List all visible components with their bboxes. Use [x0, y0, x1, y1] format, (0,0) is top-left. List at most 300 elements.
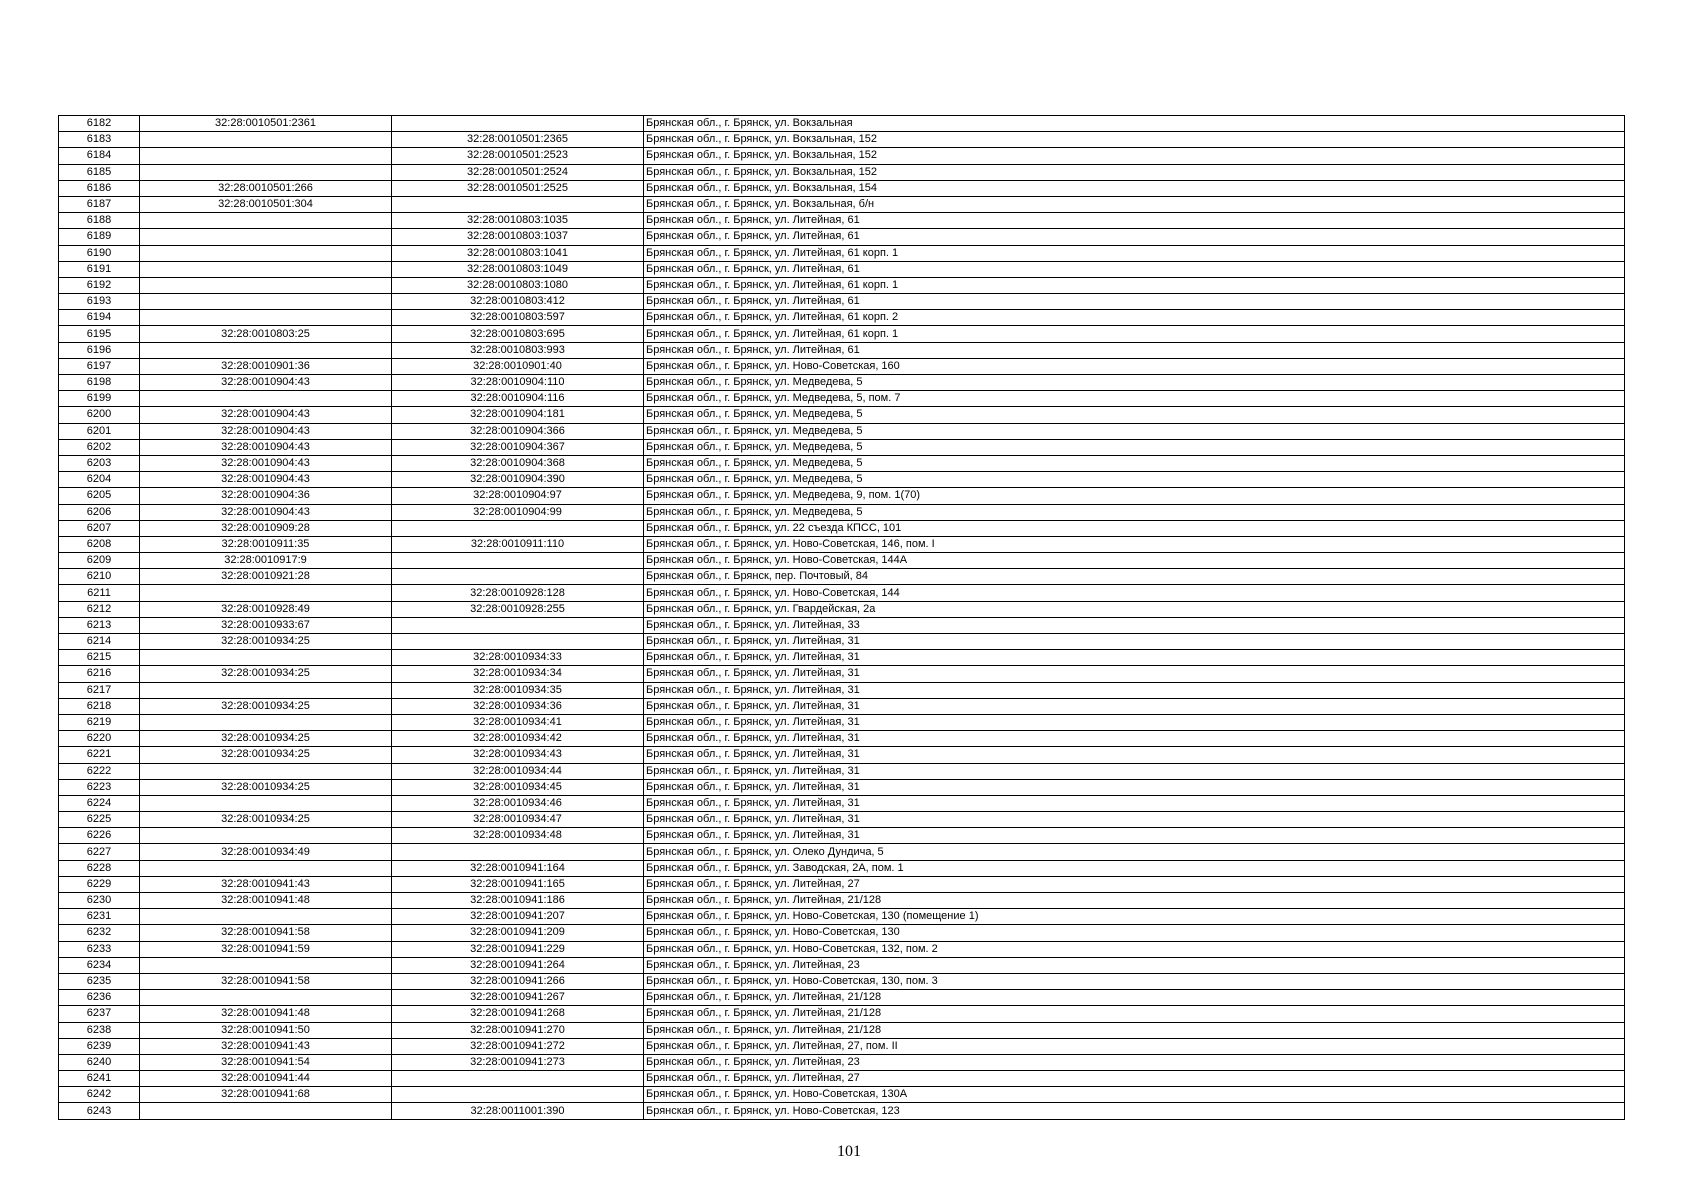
address-cell: Брянская обл., г. Брянск, ул. Медведева, 5 — [644, 455, 1625, 471]
row-number-cell: 6223 — [59, 779, 140, 795]
page-number: 101 — [837, 1143, 861, 1160]
address-cell: Брянская обл., г. Брянск, ул. Ново-Советская, 130 (помещение 1) — [644, 909, 1625, 925]
object-number-cell: 32:28:0010934:41 — [392, 714, 644, 730]
address-cell: Брянская обл., г. Брянск, ул. Ново-Советская, 130, пом. 3 — [644, 973, 1625, 989]
row-number-cell: 6232 — [59, 925, 140, 941]
object-number-cell: 32:28:0010934:45 — [392, 779, 644, 795]
address-cell: Брянская обл., г. Брянск, ул. Медведева, 5 — [644, 407, 1625, 423]
address-cell: Брянская обл., г. Брянск, ул. Литейная, 31 — [644, 714, 1625, 730]
object-number-cell: 32:28:0010901:40 — [392, 358, 644, 374]
table-row — [59, 585, 1625, 601]
object-number-cell: 32:28:0010941:272 — [392, 1038, 644, 1054]
address-cell: Брянская обл., г. Брянск, ул. Литейная, 21/128 — [644, 1022, 1625, 1038]
land-parcel-number-cell — [140, 294, 392, 310]
object-number-cell: 32:28:0010941:273 — [392, 1054, 644, 1070]
register-body — [59, 116, 1625, 1120]
table-row — [59, 277, 1625, 293]
table-row — [59, 682, 1625, 698]
land-parcel-number-cell: 32:28:0010941:58 — [140, 973, 392, 989]
address-cell: Брянская обл., г. Брянск, ул. Литейная, 31 — [644, 698, 1625, 714]
land-parcel-number-cell: 32:28:0010917:9 — [140, 553, 392, 569]
table-row — [59, 893, 1625, 909]
row-number-cell: 6216 — [59, 666, 140, 682]
row-number-cell: 6242 — [59, 1087, 140, 1103]
address-cell: Брянская обл., г. Брянск, ул. Ново-Советская, 160 — [644, 358, 1625, 374]
row-number-cell: 6243 — [59, 1103, 140, 1119]
address-cell: Брянская обл., г. Брянск, ул. Медведева, 5 — [644, 472, 1625, 488]
row-number-cell: 6222 — [59, 763, 140, 779]
land-parcel-number-cell: 32:28:0010941:48 — [140, 893, 392, 909]
address-cell: Брянская обл., г. Брянск, ул. Вокзальная, 152 — [644, 132, 1625, 148]
land-parcel-number-cell: 32:28:0010904:43 — [140, 439, 392, 455]
address-cell: Брянская обл., г. Брянск, ул. Вокзальная, б/н — [644, 196, 1625, 212]
row-number-cell: 6182 — [59, 116, 140, 132]
table-row — [59, 553, 1625, 569]
land-parcel-number-cell: 32:28:0010904:43 — [140, 472, 392, 488]
table-row — [59, 828, 1625, 844]
table-row — [59, 779, 1625, 795]
land-parcel-number-cell: 32:28:0010501:266 — [140, 180, 392, 196]
address-cell: Брянская обл., г. Брянск, ул. Ново-Советская, 130А — [644, 1087, 1625, 1103]
land-parcel-number-cell: 32:28:0010941:43 — [140, 1038, 392, 1054]
table-row — [59, 876, 1625, 892]
land-parcel-number-cell: 32:28:0010941:59 — [140, 941, 392, 957]
table-row — [59, 1087, 1625, 1103]
land-parcel-number-cell: 32:28:0010934:25 — [140, 812, 392, 828]
land-parcel-number-cell: 32:28:0010904:43 — [140, 455, 392, 471]
row-number-cell: 6219 — [59, 714, 140, 730]
address-cell: Брянская обл., г. Брянск, ул. Литейная, 21/128 — [644, 893, 1625, 909]
address-cell: Брянская обл., г. Брянск, ул. Литейная, 31 — [644, 763, 1625, 779]
row-number-cell: 6197 — [59, 358, 140, 374]
row-number-cell: 6204 — [59, 472, 140, 488]
object-number-cell — [392, 634, 644, 650]
land-parcel-number-cell: 32:28:0010901:36 — [140, 358, 392, 374]
table-row — [59, 1071, 1625, 1087]
land-parcel-number-cell: 32:28:0010941:50 — [140, 1022, 392, 1038]
object-number-cell: 32:28:0010934:42 — [392, 731, 644, 747]
land-parcel-number-cell: 32:28:0010934:25 — [140, 731, 392, 747]
object-number-cell: 32:28:0010934:44 — [392, 763, 644, 779]
address-cell: Брянская обл., г. Брянск, ул. Литейная, 33 — [644, 617, 1625, 633]
address-cell: Брянская обл., г. Брянск, ул. Ново-Советская, 144А — [644, 553, 1625, 569]
address-cell: Брянская обл., г. Брянск, ул. Литейная, 61 корп. 1 — [644, 245, 1625, 261]
table-row — [59, 698, 1625, 714]
row-number-cell: 6221 — [59, 747, 140, 763]
address-cell: Брянская обл., г. Брянск, ул. Литейная, 27 — [644, 1071, 1625, 1087]
address-cell: Брянская обл., г. Брянск, ул. Гвардейская, 2а — [644, 601, 1625, 617]
land-parcel-number-cell: 32:28:0010904:43 — [140, 375, 392, 391]
table-row — [59, 925, 1625, 941]
object-number-cell: 32:28:0010803:1049 — [392, 261, 644, 277]
land-parcel-number-cell — [140, 795, 392, 811]
land-parcel-number-cell — [140, 763, 392, 779]
object-number-cell: 32:28:0010803:695 — [392, 326, 644, 342]
table-row — [59, 326, 1625, 342]
table-row — [59, 1006, 1625, 1022]
land-parcel-number-cell — [140, 213, 392, 229]
row-number-cell: 6227 — [59, 844, 140, 860]
row-number-cell: 6237 — [59, 1006, 140, 1022]
object-number-cell: 32:28:0010904:390 — [392, 472, 644, 488]
table-row — [59, 245, 1625, 261]
land-parcel-number-cell: 32:28:0010934:49 — [140, 844, 392, 860]
address-cell: Брянская обл., г. Брянск, ул. Литейная, 31 — [644, 731, 1625, 747]
object-number-cell: 32:28:0010904:110 — [392, 375, 644, 391]
address-cell: Брянская обл., г. Брянск, ул. Ново-Советская, 146, пом. I — [644, 536, 1625, 552]
object-number-cell — [392, 617, 644, 633]
object-number-cell: 32:28:0010928:255 — [392, 601, 644, 617]
land-parcel-number-cell — [140, 682, 392, 698]
row-number-cell: 6213 — [59, 617, 140, 633]
land-parcel-number-cell — [140, 148, 392, 164]
address-cell: Брянская обл., г. Брянск, ул. Литейная, 27, пом. II — [644, 1038, 1625, 1054]
address-cell: Брянская обл., г. Брянск, ул. Ново-Советская, 130 — [644, 925, 1625, 941]
row-number-cell: 6190 — [59, 245, 140, 261]
row-number-cell: 6187 — [59, 196, 140, 212]
address-cell: Брянская обл., г. Брянск, ул. Ново-Советская, 132, пом. 2 — [644, 941, 1625, 957]
land-parcel-number-cell — [140, 650, 392, 666]
address-cell: Брянская обл., г. Брянск, ул. Литейная, 61 — [644, 213, 1625, 229]
row-number-cell: 6234 — [59, 957, 140, 973]
table-row — [59, 148, 1625, 164]
table-row — [59, 132, 1625, 148]
address-cell: Брянская обл., г. Брянск, ул. Литейная, 31 — [644, 747, 1625, 763]
address-cell: Брянская обл., г. Брянск, ул. Литейная, 61 корп. 1 — [644, 277, 1625, 293]
land-parcel-number-cell: 32:28:0010501:2361 — [140, 116, 392, 132]
object-number-cell: 32:28:0010941:186 — [392, 893, 644, 909]
object-number-cell: 32:28:0010934:48 — [392, 828, 644, 844]
row-number-cell: 6220 — [59, 731, 140, 747]
address-cell: Брянская обл., г. Брянск, ул. Литейная, 27 — [644, 876, 1625, 892]
row-number-cell: 6191 — [59, 261, 140, 277]
table-row — [59, 601, 1625, 617]
object-number-cell: 32:28:0010941:264 — [392, 957, 644, 973]
address-cell: Брянская обл., г. Брянск, ул. Литейная, 31 — [644, 682, 1625, 698]
row-number-cell: 6217 — [59, 682, 140, 698]
land-parcel-number-cell — [140, 245, 392, 261]
land-parcel-number-cell: 32:28:0010941:58 — [140, 925, 392, 941]
row-number-cell: 6189 — [59, 229, 140, 245]
address-cell: Брянская обл., г. Брянск, ул. Литейная, 31 — [644, 779, 1625, 795]
object-number-cell: 32:28:0010904:97 — [392, 488, 644, 504]
table-row — [59, 504, 1625, 520]
object-number-cell: 32:28:0010904:99 — [392, 504, 644, 520]
land-parcel-number-cell: 32:28:0010904:43 — [140, 504, 392, 520]
land-parcel-number-cell: 32:28:0010911:35 — [140, 536, 392, 552]
row-number-cell: 6215 — [59, 650, 140, 666]
table-row — [59, 1054, 1625, 1070]
land-parcel-number-cell: 32:28:0010904:43 — [140, 407, 392, 423]
object-number-cell: 32:28:0010904:181 — [392, 407, 644, 423]
address-cell: Брянская обл., г. Брянск, ул. Вокзальная, 152 — [644, 164, 1625, 180]
object-number-cell: 32:28:0010934:46 — [392, 795, 644, 811]
row-number-cell: 6199 — [59, 391, 140, 407]
object-number-cell: 32:28:0010911:110 — [392, 536, 644, 552]
address-cell: Брянская обл., г. Брянск, ул. Медведева, 5 — [644, 375, 1625, 391]
address-cell: Брянская обл., г. Брянск, ул. Ново-Советская, 144 — [644, 585, 1625, 601]
row-number-cell: 6238 — [59, 1022, 140, 1038]
object-number-cell: 32:28:0010501:2525 — [392, 180, 644, 196]
land-parcel-number-cell — [140, 714, 392, 730]
object-number-cell: 32:28:0010934:34 — [392, 666, 644, 682]
land-parcel-number-cell — [140, 132, 392, 148]
object-number-cell: 32:28:0010941:229 — [392, 941, 644, 957]
table-row — [59, 375, 1625, 391]
land-parcel-number-cell: 32:28:0010803:25 — [140, 326, 392, 342]
land-parcel-number-cell — [140, 828, 392, 844]
land-parcel-number-cell — [140, 909, 392, 925]
table-row — [59, 294, 1625, 310]
address-cell: Брянская обл., г. Брянск, ул. Литейная, 61 — [644, 229, 1625, 245]
table-row — [59, 310, 1625, 326]
table-row — [59, 747, 1625, 763]
address-cell: Брянская обл., г. Брянск, ул. Литейная, 21/128 — [644, 1006, 1625, 1022]
row-number-cell: 6183 — [59, 132, 140, 148]
address-cell: Брянская обл., г. Брянск, ул. Литейная, 61 — [644, 261, 1625, 277]
land-parcel-number-cell — [140, 1103, 392, 1119]
land-parcel-number-cell: 32:28:0010941:54 — [140, 1054, 392, 1070]
object-number-cell: 32:28:0010803:1035 — [392, 213, 644, 229]
address-cell: Брянская обл., г. Брянск, ул. Литейная, 61 — [644, 342, 1625, 358]
object-number-cell: 32:28:0010501:2524 — [392, 164, 644, 180]
table-row — [59, 812, 1625, 828]
object-number-cell: 32:28:0010941:270 — [392, 1022, 644, 1038]
row-number-cell: 6209 — [59, 553, 140, 569]
row-number-cell: 6195 — [59, 326, 140, 342]
row-number-cell: 6193 — [59, 294, 140, 310]
table-row — [59, 860, 1625, 876]
address-cell: Брянская обл., г. Брянск, ул. Литейная, 31 — [644, 812, 1625, 828]
land-parcel-number-cell: 32:28:0010941:43 — [140, 876, 392, 892]
address-cell: Брянская обл., г. Брянск, ул. Медведева, 5 — [644, 423, 1625, 439]
land-parcel-number-cell: 32:28:0010934:25 — [140, 634, 392, 650]
object-number-cell: 32:28:0010934:33 — [392, 650, 644, 666]
table-row — [59, 973, 1625, 989]
address-cell: Брянская обл., г. Брянск, ул. Медведева, 9, пом. 1(70) — [644, 488, 1625, 504]
address-cell: Брянская обл., г. Брянск, ул. Литейная, 31 — [644, 650, 1625, 666]
object-number-cell — [392, 196, 644, 212]
object-number-cell — [392, 844, 644, 860]
land-parcel-number-cell: 32:28:0010928:49 — [140, 601, 392, 617]
address-cell: Брянская обл., г. Брянск, ул. Олеко Дундича, 5 — [644, 844, 1625, 860]
row-number-cell: 6202 — [59, 439, 140, 455]
land-parcel-number-cell: 32:28:0010934:25 — [140, 779, 392, 795]
row-number-cell: 6194 — [59, 310, 140, 326]
land-parcel-number-cell: 32:28:0010941:68 — [140, 1087, 392, 1103]
object-number-cell — [392, 569, 644, 585]
object-number-cell: 32:28:0010934:47 — [392, 812, 644, 828]
table-row — [59, 116, 1625, 132]
land-parcel-number-cell: 32:28:0010904:43 — [140, 423, 392, 439]
object-number-cell: 32:28:0010934:35 — [392, 682, 644, 698]
address-cell: Брянская обл., г. Брянск, ул. Заводская, 2А, пом. 1 — [644, 860, 1625, 876]
land-parcel-number-cell: 32:28:0010941:44 — [140, 1071, 392, 1087]
table-row — [59, 358, 1625, 374]
table-row — [59, 990, 1625, 1006]
row-number-cell: 6226 — [59, 828, 140, 844]
row-number-cell: 6205 — [59, 488, 140, 504]
land-parcel-number-cell — [140, 261, 392, 277]
table-row — [59, 666, 1625, 682]
table-row — [59, 957, 1625, 973]
row-number-cell: 6186 — [59, 180, 140, 196]
row-number-cell: 6224 — [59, 795, 140, 811]
row-number-cell: 6241 — [59, 1071, 140, 1087]
row-number-cell: 6230 — [59, 893, 140, 909]
row-number-cell: 6225 — [59, 812, 140, 828]
address-cell: Брянская обл., г. Брянск, ул. Литейная, 31 — [644, 634, 1625, 650]
row-number-cell: 6201 — [59, 423, 140, 439]
land-parcel-number-cell: 32:28:0010909:28 — [140, 520, 392, 536]
land-parcel-number-cell: 32:28:0010933:67 — [140, 617, 392, 633]
land-parcel-number-cell: 32:28:0010921:28 — [140, 569, 392, 585]
address-cell: Брянская обл., г. Брянск, ул. Медведева, 5 — [644, 439, 1625, 455]
object-number-cell: 32:28:0010941:268 — [392, 1006, 644, 1022]
row-number-cell: 6239 — [59, 1038, 140, 1054]
object-number-cell: 32:28:0010941:267 — [392, 990, 644, 1006]
address-cell: Брянская обл., г. Брянск, ул. Вокзальная, 154 — [644, 180, 1625, 196]
object-number-cell: 32:28:0010803:1080 — [392, 277, 644, 293]
table-row — [59, 844, 1625, 860]
land-parcel-number-cell — [140, 391, 392, 407]
row-number-cell: 6196 — [59, 342, 140, 358]
table-row — [59, 180, 1625, 196]
object-number-cell: 32:28:0010934:36 — [392, 698, 644, 714]
land-parcel-number-cell — [140, 860, 392, 876]
object-number-cell: 32:28:0010941:165 — [392, 876, 644, 892]
land-parcel-number-cell — [140, 229, 392, 245]
object-number-cell: 32:28:0010803:1041 — [392, 245, 644, 261]
address-cell: Брянская обл., г. Брянск, ул. Медведева, 5, пом. 7 — [644, 391, 1625, 407]
row-number-cell: 6228 — [59, 860, 140, 876]
table-row — [59, 795, 1625, 811]
object-number-cell — [392, 1071, 644, 1087]
table-row — [59, 472, 1625, 488]
table-row — [59, 569, 1625, 585]
table-row — [59, 909, 1625, 925]
row-number-cell: 6235 — [59, 973, 140, 989]
object-number-cell: 32:28:0010941:164 — [392, 860, 644, 876]
row-number-cell: 6208 — [59, 536, 140, 552]
table-row — [59, 650, 1625, 666]
row-number-cell: 6214 — [59, 634, 140, 650]
register-table — [58, 115, 1625, 1120]
land-parcel-number-cell: 32:28:0010934:25 — [140, 698, 392, 714]
table-row — [59, 439, 1625, 455]
object-number-cell: 32:28:0011001:390 — [392, 1103, 644, 1119]
address-cell: Брянская обл., г. Брянск, ул. Литейная, 31 — [644, 828, 1625, 844]
table-row — [59, 391, 1625, 407]
table-row — [59, 229, 1625, 245]
table-row — [59, 731, 1625, 747]
row-number-cell: 6211 — [59, 585, 140, 601]
address-cell: Брянская обл., г. Брянск, ул. Литейная, 23 — [644, 957, 1625, 973]
row-number-cell: 6206 — [59, 504, 140, 520]
object-number-cell: 32:28:0010941:209 — [392, 925, 644, 941]
row-number-cell: 6185 — [59, 164, 140, 180]
table-row — [59, 1103, 1625, 1119]
land-parcel-number-cell — [140, 957, 392, 973]
land-parcel-number-cell: 32:28:0010904:36 — [140, 488, 392, 504]
row-number-cell: 6212 — [59, 601, 140, 617]
row-number-cell: 6198 — [59, 375, 140, 391]
row-number-cell: 6188 — [59, 213, 140, 229]
object-number-cell — [392, 520, 644, 536]
row-number-cell: 6240 — [59, 1054, 140, 1070]
table-row — [59, 536, 1625, 552]
land-parcel-number-cell — [140, 990, 392, 1006]
object-number-cell: 32:28:0010803:412 — [392, 294, 644, 310]
table-row — [59, 455, 1625, 471]
row-number-cell: 6207 — [59, 520, 140, 536]
land-parcel-number-cell — [140, 164, 392, 180]
land-parcel-number-cell — [140, 342, 392, 358]
address-cell: Брянская обл., г. Брянск, ул. Литейная, 61 — [644, 294, 1625, 310]
table-row — [59, 407, 1625, 423]
object-number-cell: 32:28:0010904:367 — [392, 439, 644, 455]
row-number-cell: 6231 — [59, 909, 140, 925]
row-number-cell: 6184 — [59, 148, 140, 164]
object-number-cell: 32:28:0010904:116 — [392, 391, 644, 407]
table-row — [59, 423, 1625, 439]
address-cell: Брянская обл., г. Брянск, ул. 22 съезда КПСС, 101 — [644, 520, 1625, 536]
object-number-cell — [392, 1087, 644, 1103]
table-row — [59, 941, 1625, 957]
land-parcel-number-cell: 32:28:0010941:48 — [140, 1006, 392, 1022]
address-cell: Брянская обл., г. Брянск, ул. Литейная, 21/128 — [644, 990, 1625, 1006]
land-parcel-number-cell: 32:28:0010501:304 — [140, 196, 392, 212]
object-number-cell: 32:28:0010941:207 — [392, 909, 644, 925]
object-number-cell: 32:28:0010904:366 — [392, 423, 644, 439]
table-row — [59, 634, 1625, 650]
address-cell: Брянская обл., г. Брянск, пер. Почтовый, 84 — [644, 569, 1625, 585]
table-row — [59, 1022, 1625, 1038]
land-parcel-number-cell — [140, 585, 392, 601]
table-row — [59, 164, 1625, 180]
object-number-cell: 32:28:0010803:1037 — [392, 229, 644, 245]
object-number-cell: 32:28:0010501:2365 — [392, 132, 644, 148]
object-number-cell: 32:28:0010934:43 — [392, 747, 644, 763]
table-row — [59, 196, 1625, 212]
address-cell: Брянская обл., г. Брянск, ул. Вокзальная — [644, 116, 1625, 132]
address-cell: Брянская обл., г. Брянск, ул. Литейная, 23 — [644, 1054, 1625, 1070]
land-parcel-number-cell — [140, 277, 392, 293]
object-number-cell — [392, 553, 644, 569]
address-cell: Брянская обл., г. Брянск, ул. Литейная, 31 — [644, 666, 1625, 682]
address-cell: Брянская обл., г. Брянск, ул. Литейная, 31 — [644, 795, 1625, 811]
address-cell: Брянская обл., г. Брянск, ул. Ново-Советская, 123 — [644, 1103, 1625, 1119]
object-number-cell: 32:28:0010904:368 — [392, 455, 644, 471]
table-row — [59, 763, 1625, 779]
table-row — [59, 261, 1625, 277]
row-number-cell: 6236 — [59, 990, 140, 1006]
row-number-cell: 6200 — [59, 407, 140, 423]
object-number-cell: 32:28:0010928:128 — [392, 585, 644, 601]
row-number-cell: 6229 — [59, 876, 140, 892]
row-number-cell: 6192 — [59, 277, 140, 293]
object-number-cell: 32:28:0010803:993 — [392, 342, 644, 358]
table-row — [59, 714, 1625, 730]
table-row — [59, 342, 1625, 358]
row-number-cell: 6218 — [59, 698, 140, 714]
address-cell: Брянская обл., г. Брянск, ул. Вокзальная, 152 — [644, 148, 1625, 164]
land-parcel-number-cell: 32:28:0010934:25 — [140, 666, 392, 682]
land-parcel-number-cell: 32:28:0010934:25 — [140, 747, 392, 763]
row-number-cell: 6210 — [59, 569, 140, 585]
address-cell: Брянская обл., г. Брянск, ул. Литейная, 61 корп. 1 — [644, 326, 1625, 342]
table-row — [59, 617, 1625, 633]
